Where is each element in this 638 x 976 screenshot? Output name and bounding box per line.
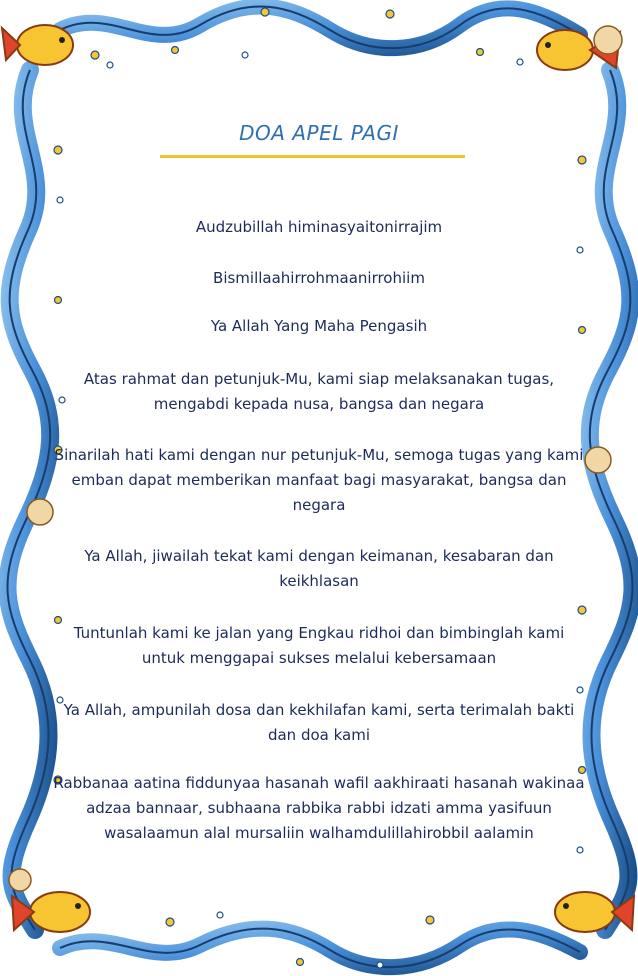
prayer-paragraph (40, 266, 598, 291)
prayer-paragraph (40, 215, 598, 240)
prayer-line: Atas rahmat dan petunjuk-Mu, kami siap melaksanakan tugas, (83, 370, 555, 388)
prayer-paragraph (40, 314, 598, 339)
prayer-paragraph (40, 698, 598, 748)
prayer-line: Ya Allah Yang Maha Pengasih (210, 317, 428, 335)
page-title: DOA APEL PAGI (239, 121, 399, 145)
prayer-line: dan doa kami (267, 726, 371, 744)
prayer-line: mengabdi kepada nusa, bangsa dan negara (153, 395, 485, 413)
prayer-line: keikhlasan (279, 572, 359, 590)
prayer-line: Ya Allah, ampunilah dosa dan kekhilafan kami, serta terimalah bakti (63, 701, 575, 719)
prayer-line: emban dapat memberikan manfaat bagi masyarakat, bangsa dan (71, 471, 567, 489)
prayer-line: Sinarilah hati kami dengan nur petunjuk-Mu, semoga tugas yang kami (54, 446, 584, 464)
prayer-line: Bismillaahirrohmaanirrohiim (213, 269, 425, 287)
prayer-line: Ya Allah, jiwailah tekat kami dengan keimanan, kesabaran dan (84, 547, 554, 565)
prayer-paragraph (40, 771, 598, 846)
prayer-paragraph (40, 367, 598, 417)
prayer-line: wasalaamun alal mursaliin walhamdulillahirobbil aalamin (104, 824, 534, 842)
prayer-line: Rabbanaa aatina fiddunyaa hasanah wafil aakhiraati hasanah wakinaa (53, 774, 585, 792)
prayer-line: Tuntunlah kami ke jalan yang Engkau ridhoi dan bimbinglah kami (73, 624, 565, 642)
prayer-content (40, 0, 598, 976)
prayer-line: adzaa bannaar, subhaana rabbika rabbi idzati amma yasifuun (86, 799, 552, 817)
prayer-paragraph (40, 621, 598, 671)
prayer-paragraph (40, 443, 598, 518)
title-underline (160, 155, 465, 158)
prayer-paragraph (40, 544, 598, 594)
prayer-line: negara (292, 496, 346, 514)
prayer-line: untuk menggapai sukses melalui kebersamaan (141, 649, 497, 667)
prayer-line: Audzubillah himinasyaitonirrajim (195, 218, 443, 236)
